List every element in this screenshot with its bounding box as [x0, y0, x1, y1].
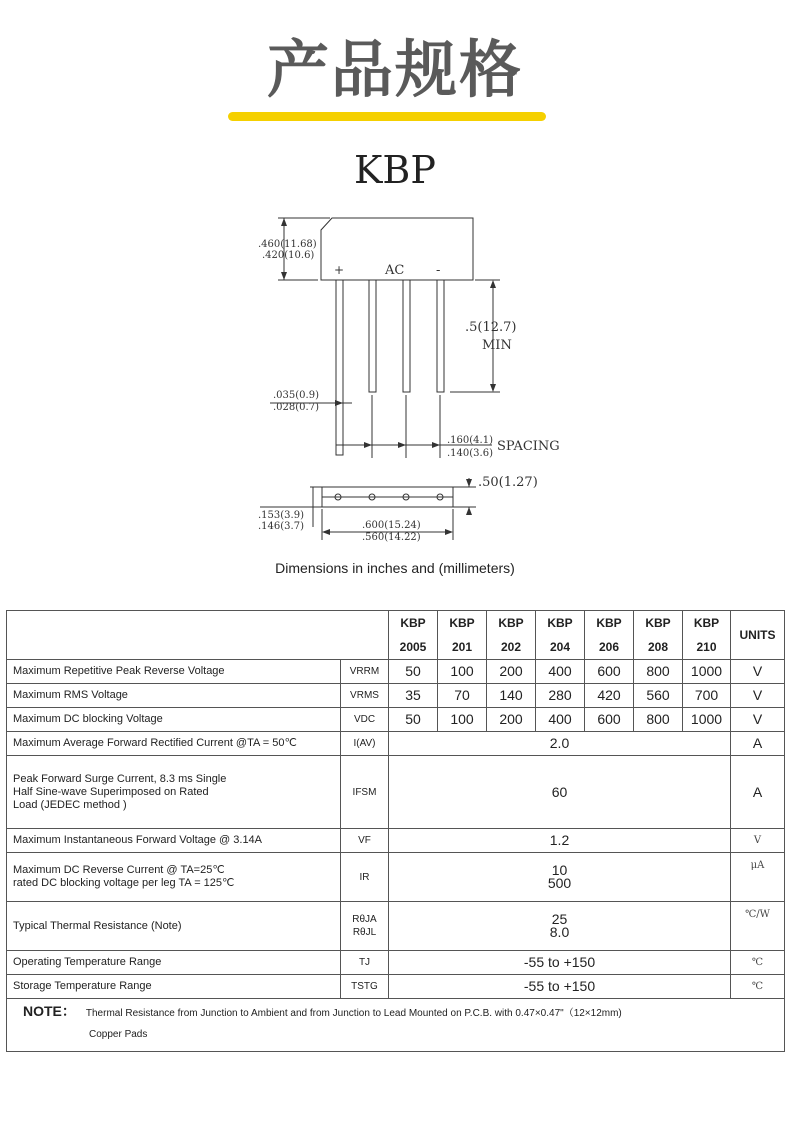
symbol: IR: [341, 853, 389, 902]
value-cell: 50: [389, 708, 438, 732]
symbol: VDC: [341, 708, 389, 732]
value-cell: -55 to +150: [389, 975, 731, 999]
value-cell: 25 8.0: [389, 902, 731, 951]
row-tj: [7, 951, 785, 975]
row-rth: [7, 902, 785, 951]
dimensions-caption: Dimensions in inches and (millimeters): [275, 560, 515, 576]
row-tstg: [7, 975, 785, 999]
header-blank: [7, 611, 389, 660]
row-vf: [7, 829, 785, 853]
dim-035: .035(0.9): [273, 390, 319, 401]
unit-cell: ℃/W: [731, 902, 785, 951]
row-vdc: [7, 708, 785, 732]
value-cell: 140: [487, 684, 536, 708]
row-note: [7, 999, 785, 1052]
value-cell: 70: [438, 684, 487, 708]
header-units: UNITS: [731, 611, 785, 660]
value-cell: 600: [585, 660, 634, 684]
symbol: VRMS: [341, 684, 389, 708]
symbol: TSTG: [341, 975, 389, 999]
param-label: Maximum DC Reverse Current @ TA=25℃ rated DC blocking voltage per leg TA = 125℃: [7, 853, 341, 902]
dim-140: .140(3.6): [447, 448, 493, 459]
unit-cell: V: [731, 829, 785, 853]
param-label: Maximum Instantaneous Forward Voltage @ 3.14A: [7, 829, 341, 853]
param-label: Operating Temperature Range: [7, 951, 341, 975]
value-cell: 560: [634, 684, 683, 708]
value-cell: 1000: [683, 708, 731, 732]
note-text: Thermal Resistance from Junction to Ambient and from Junction to Lead Mounted on P.C.B. with 0.47×0.47"（12×12mm): [85, 1008, 622, 1019]
symbol: IFSM: [341, 756, 389, 829]
value-cell: 1.2: [389, 829, 731, 853]
title-underline: [228, 112, 546, 121]
header-kbp2005: KBP 2005: [389, 611, 438, 660]
param-label: Maximum DC blocking Voltage: [7, 708, 341, 732]
dim-028: .028(0.7): [273, 402, 319, 413]
note-text-line2: Copper Pads: [89, 1029, 148, 1040]
symbol: TJ: [341, 951, 389, 975]
lead-ac-label: AC: [385, 263, 405, 278]
header-kbp201: KBP 201: [438, 611, 487, 660]
dim-153: .153(3.9): [258, 510, 304, 521]
note-label: NOTE：: [23, 1003, 76, 1019]
dim-min: MIN: [482, 338, 512, 353]
row-vrms: [7, 684, 785, 708]
value-cell: 800: [634, 660, 683, 684]
spec-table: [6, 610, 785, 1052]
param-label: Peak Forward Surge Current, 8.3 ms Single Half Sine-wave Superimposed on Rated Load (JEDEC method ): [7, 756, 341, 829]
dim-560: .560(14.22): [362, 532, 421, 543]
unit-cell: V: [731, 708, 785, 732]
symbol: RθJA RθJL: [341, 902, 389, 951]
value-cell: 100: [438, 708, 487, 732]
lead-minus-label: -: [436, 263, 441, 278]
unit-cell: A: [731, 732, 785, 756]
value-cell: 100: [438, 660, 487, 684]
dim-50: .50(1.27): [478, 475, 538, 490]
value-cell: 2.0: [389, 732, 731, 756]
row-ifsm: [7, 756, 785, 829]
param-label: Typical Thermal Resistance (Note): [7, 902, 341, 951]
spacing-label: SPACING: [497, 439, 560, 454]
value-cell: 10 500: [389, 853, 731, 902]
row-ir: [7, 853, 785, 902]
unit-cell: μA: [731, 853, 785, 902]
dim-5: .5(12.7): [465, 320, 517, 335]
row-vrrm: [7, 660, 785, 684]
package-dimension-drawing: [0, 130, 790, 590]
unit-cell: ℃: [731, 951, 785, 975]
header-kbp204: KBP 204: [536, 611, 585, 660]
value-cell: 200: [487, 708, 536, 732]
header-kbp202: KBP 202: [487, 611, 536, 660]
unit-cell: V: [731, 684, 785, 708]
header-kbp210: KBP 210: [683, 611, 731, 660]
unit-cell: A: [731, 756, 785, 829]
value-cell: 420: [585, 684, 634, 708]
header-row: [7, 611, 785, 660]
value-cell: 60: [389, 756, 731, 829]
symbol: VRRM: [341, 660, 389, 684]
dim-160: .160(4.1): [447, 435, 493, 446]
param-label: Maximum Average Forward Rectified Current @TA = 50℃: [7, 732, 341, 756]
row-iav: [7, 732, 785, 756]
symbol: I(AV): [341, 732, 389, 756]
value-cell: 800: [634, 708, 683, 732]
dim-460: .460(11.68): [258, 239, 317, 250]
unit-cell: V: [731, 660, 785, 684]
header-kbp208: KBP 208: [634, 611, 683, 660]
value-cell: 400: [536, 708, 585, 732]
note-cell: [7, 999, 785, 1052]
value-cell: 280: [536, 684, 585, 708]
dim-146: .146(3.7): [258, 521, 304, 532]
value-cell: 400: [536, 660, 585, 684]
lead-plus-label: +: [334, 263, 345, 277]
param-label: Storage Temperature Range: [7, 975, 341, 999]
value-cell: 1000: [683, 660, 731, 684]
value-cell: -55 to +150: [389, 951, 731, 975]
package-name: KBP: [354, 148, 436, 192]
value-cell: 700: [683, 684, 731, 708]
header-kbp206: KBP 206: [585, 611, 634, 660]
value-cell: 50: [389, 660, 438, 684]
unit-cell: ℃: [731, 975, 785, 999]
dim-600: .600(15.24): [362, 520, 421, 531]
value-cell: 35: [389, 684, 438, 708]
param-label: Maximum RMS Voltage: [7, 684, 341, 708]
symbol: VF: [341, 829, 389, 853]
param-label: Maximum Repetitive Peak Reverse Voltage: [7, 660, 341, 684]
dim-420: .420(10.6): [262, 250, 315, 261]
value-cell: 200: [487, 660, 536, 684]
page-title: 产品规格: [266, 33, 523, 106]
value-cell: 600: [585, 708, 634, 732]
